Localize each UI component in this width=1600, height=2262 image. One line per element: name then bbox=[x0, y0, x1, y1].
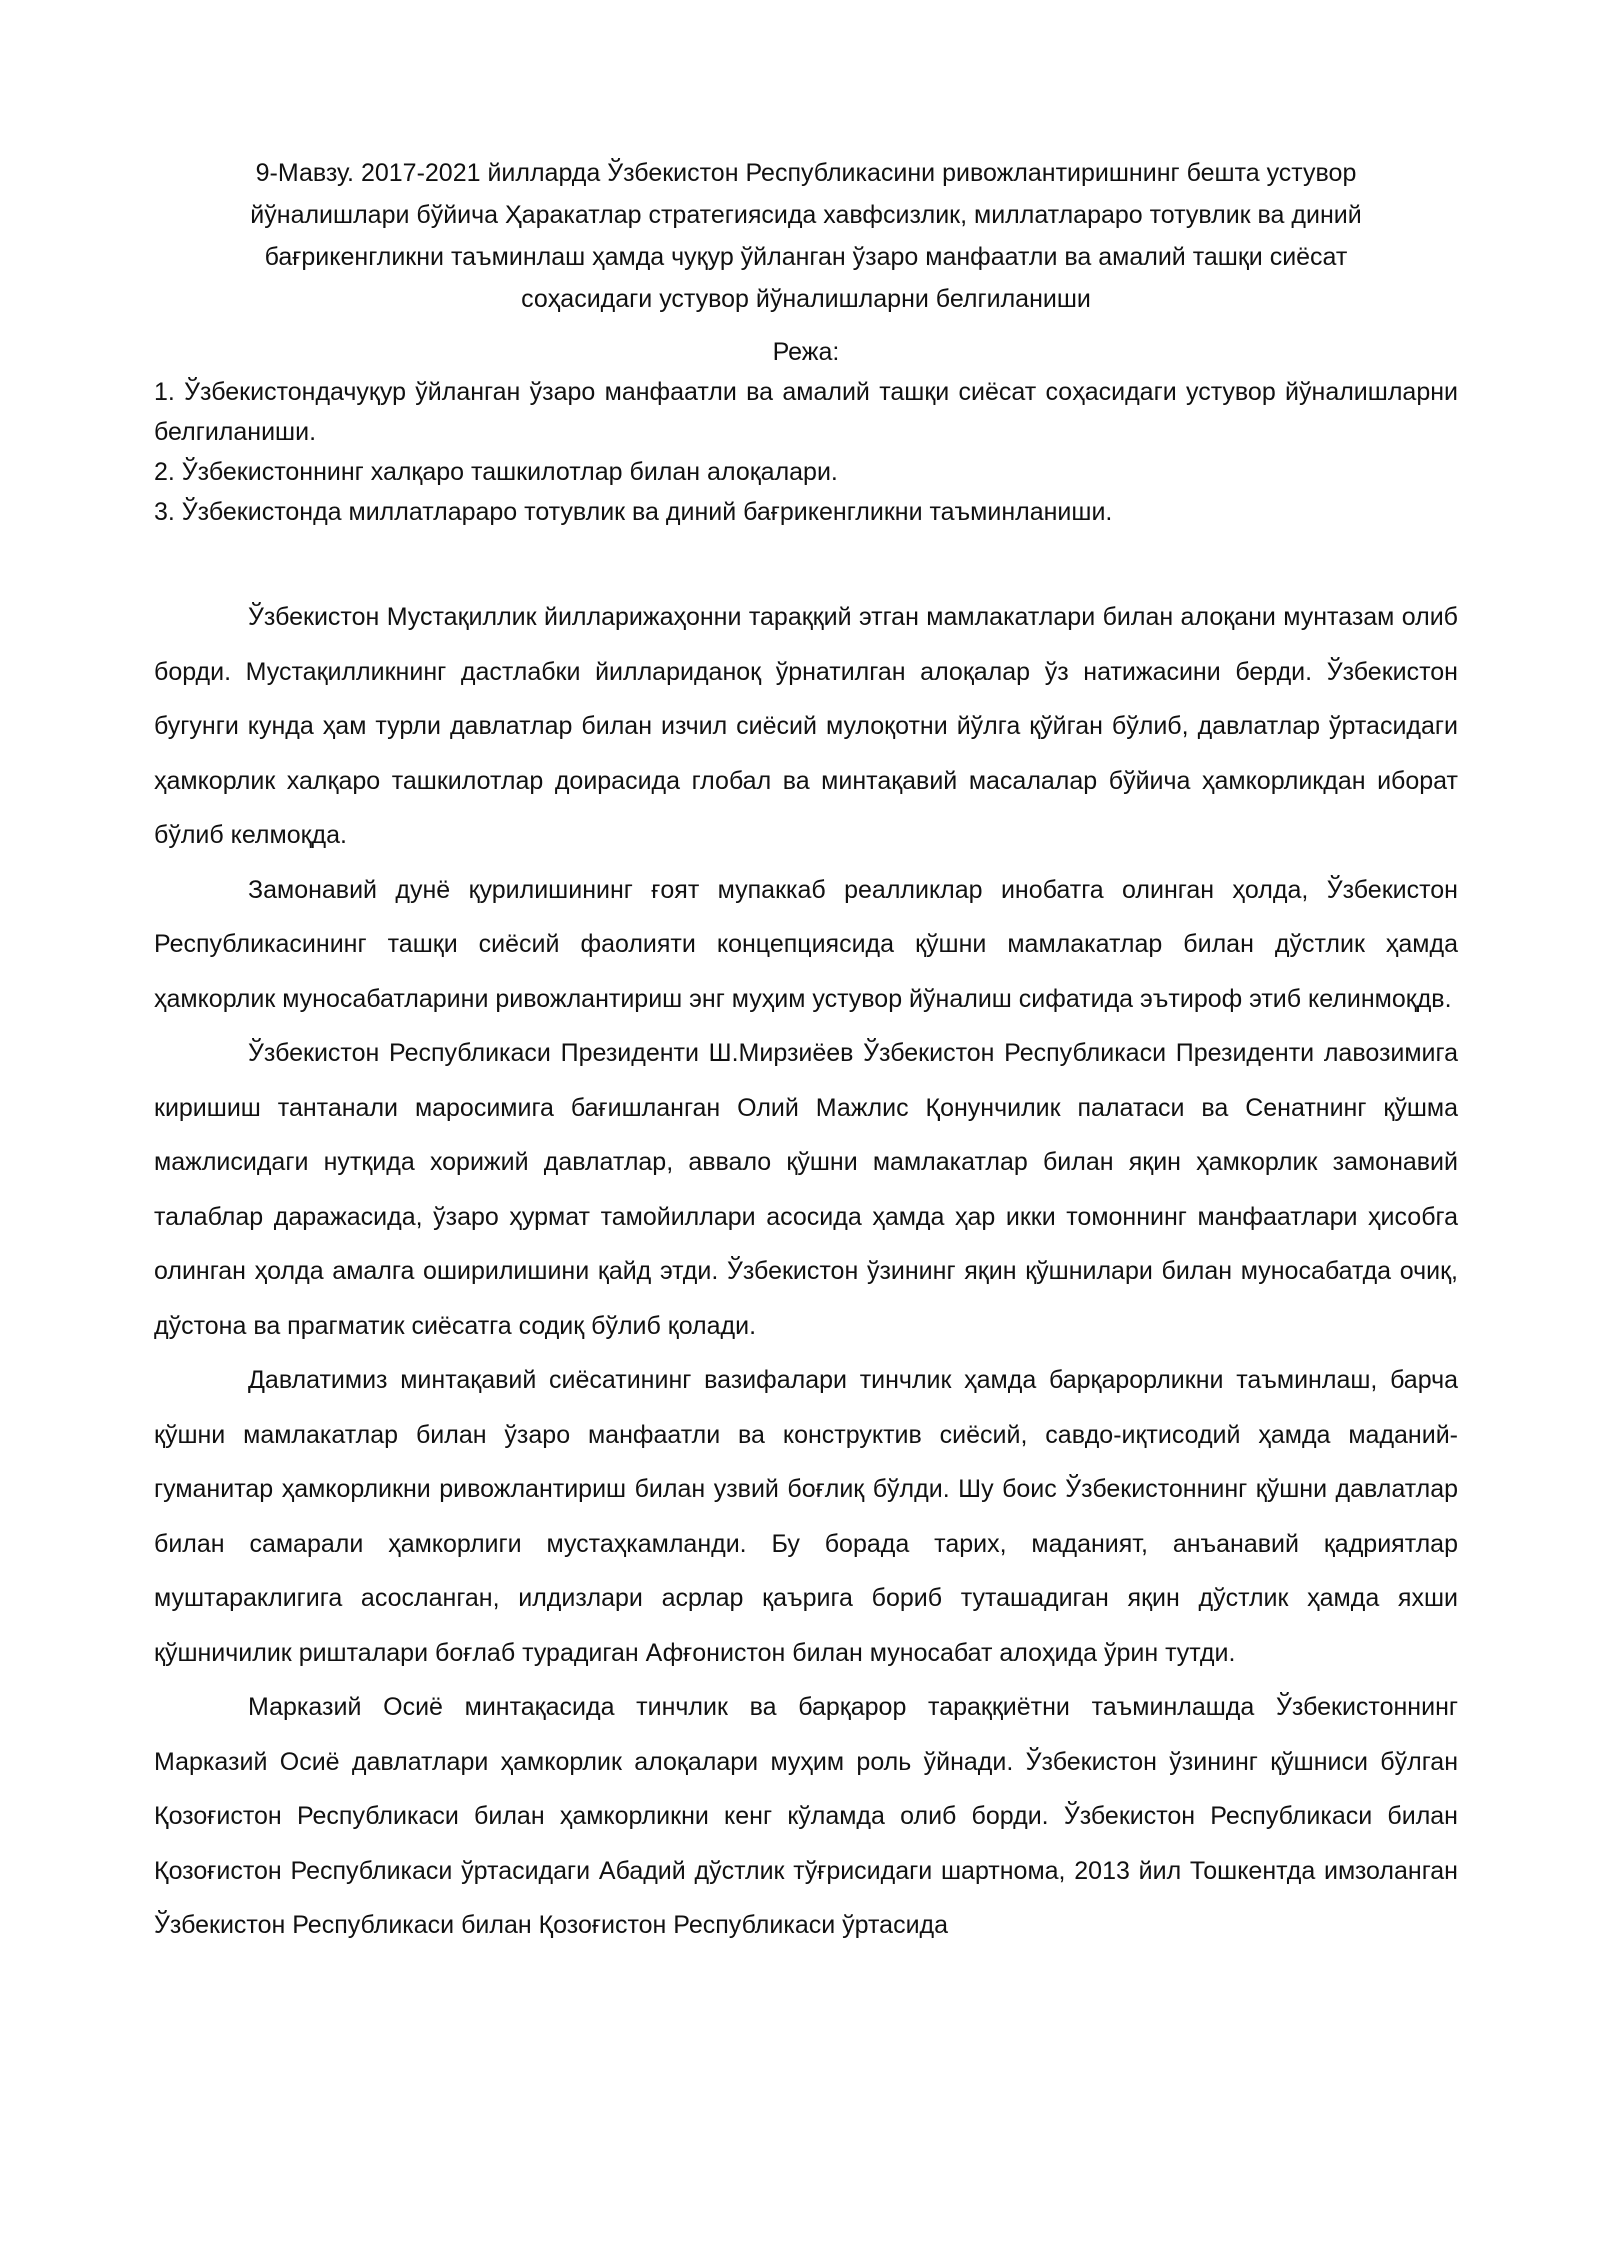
body-paragraph: Ўзбекистон Мустақиллик йилларижаҳонни тараққий этган мамлакатлари билан алоқани мунтазам олиб борди. Мустақилликнинг дастлабки йиллариданоқ ўрнатилган алоқалар ўз натижасини берди. Ўзбекистон бугунги кунда ҳам турли давлатлар билан изчил сиёсий мулоқотни йўлга қўйган бўлиб, давлатлар ўртасидаги ҳамкорлик халқаро ташкилотлар доирасида глобал ва минтақавий масалалар бўйича ҳамкорликдан иборат бўлиб келмоқда. bbox=[154, 603, 1458, 849]
body-paragraph: Ўзбекистон Республикаси Президенти Ш.Мирзиёев Ўзбекистон Республикаси Президенти лавозимига киришиш тантанали маросимига бағишланган Олий Мажлис Қонунчилик палатаси ва Сенатнинг қўшма мажлисидаги нутқида хорижий давлатлар, аввало қўшни мамлакатлар билан яқин ҳамкорлик замонавий талаблар даражасида, ўзаро ҳурмат тамойиллари асосида ҳамда ҳар икки томоннинг манфаатлари ҳисобга олинган ҳолда амалга оширилишини қайд этди. Ўзбекистон ўзининг яқин қўшнилари билан муносабатда очиқ, дўстона ва прагматик сиёсатга содиқ бўлиб қолади. bbox=[154, 1039, 1458, 1340]
document-title bbox=[194, 152, 1418, 320]
document-content bbox=[154, 152, 1458, 1953]
document-body bbox=[154, 590, 1458, 1953]
title-line: 9-Мавзу. 2017-2021 йилларда Ўзбекистон Республикасини ривожлантиришнинг бешта устувор bbox=[255, 159, 1357, 187]
body-paragraph: Замонавий дунё қурилишининг ғоят мупаккаб реалликлар инобатга олинган ҳолда, Ўзбекистон Республикасининг ташқи сиёсий фаолияти концепциясида қўшни мамлакатлар билан дўстлик ҳамда ҳамкорлик муносабатларини ривожлантириш энг муҳим устувор йўналиш сифатида эътироф этиб келинмоқдв. bbox=[154, 875, 1458, 1013]
plan-heading: Режа: bbox=[772, 338, 840, 366]
plan-item: 3. Ўзбекистонда миллатлараро тотувлик ва диний бағрикенгликни таъминланиши. bbox=[154, 498, 1113, 526]
body-paragraph: Давлатимиз минтақавий сиёсатининг вазифалари тинчлик ҳамда барқарорликни таъминлаш, барча қўшни мамлакатлар билан ўзаро манфаатли ва конструктив сиёсий, савдо-иқтисодий ҳамда маданий-гуманитар ҳамкорликни ривожлантириш билан узвий боғлиқ бўлди. Шу боис Ўзбекистоннинг қўшни давлатлар билан самарали ҳамкорлиги мустаҳкамланди. Бу борада тарих, маданият, анъанавий қадриятлар муштараклигига асосланган, илдизлари асрлар қаърига бориб туташадиган яқин дўстлик ҳамда яхши қўшничилик ришталари боғлаб турадиган Афғонистон билан муносабат алоҳида ўрин тутди. bbox=[154, 1366, 1458, 1667]
body-paragraph: Марказий Осиё минтақасида тинчлик ва барқарор тараққиётни таъминлашда Ўзбекистоннинг Марказий Осиё давлатлари ҳамкорлик алоқалари муҳим роль ўйнади. Ўзбекистон ўзининг қўшниси бўлган Қозоғистон Республикаси билан ҳамкорликни кенг кўламда олиб борди. Ўзбекистон Республикаси билан Қозоғистон Республикаси ўртасидаги Абадий дўстлик тўғрисидаги шартнома, 2013 йил Тошкентда имзоланган Ўзбекистон Республикаси билан Қозоғистон Республикаси ўртасида bbox=[154, 1693, 1458, 1939]
plan-item: 1. Ўзбекистондачуқур ўйланган ўзаро манфаатли ва амалий ташқи сиёсат соҳасидаги устувор йўналишларни белгиланиши. bbox=[154, 378, 1458, 446]
plan-item: 2. Ўзбекистоннинг халқаро ташкилотлар билан алоқалари. bbox=[154, 458, 838, 486]
plan-list bbox=[154, 372, 1458, 532]
title-line: соҳасидаги устувор йўналишларни белгиланиши bbox=[521, 285, 1091, 313]
title-line: йўналишлари бўйича Ҳаракатлар стратегиясида хавфсизлик, миллатлараро тотувлик ва диний bbox=[250, 201, 1362, 229]
title-line: бағрикенгликни таъминлаш ҳамда чуқур ўйланган ўзаро манфаатли ва амалий ташқи сиёсат bbox=[264, 243, 1348, 271]
